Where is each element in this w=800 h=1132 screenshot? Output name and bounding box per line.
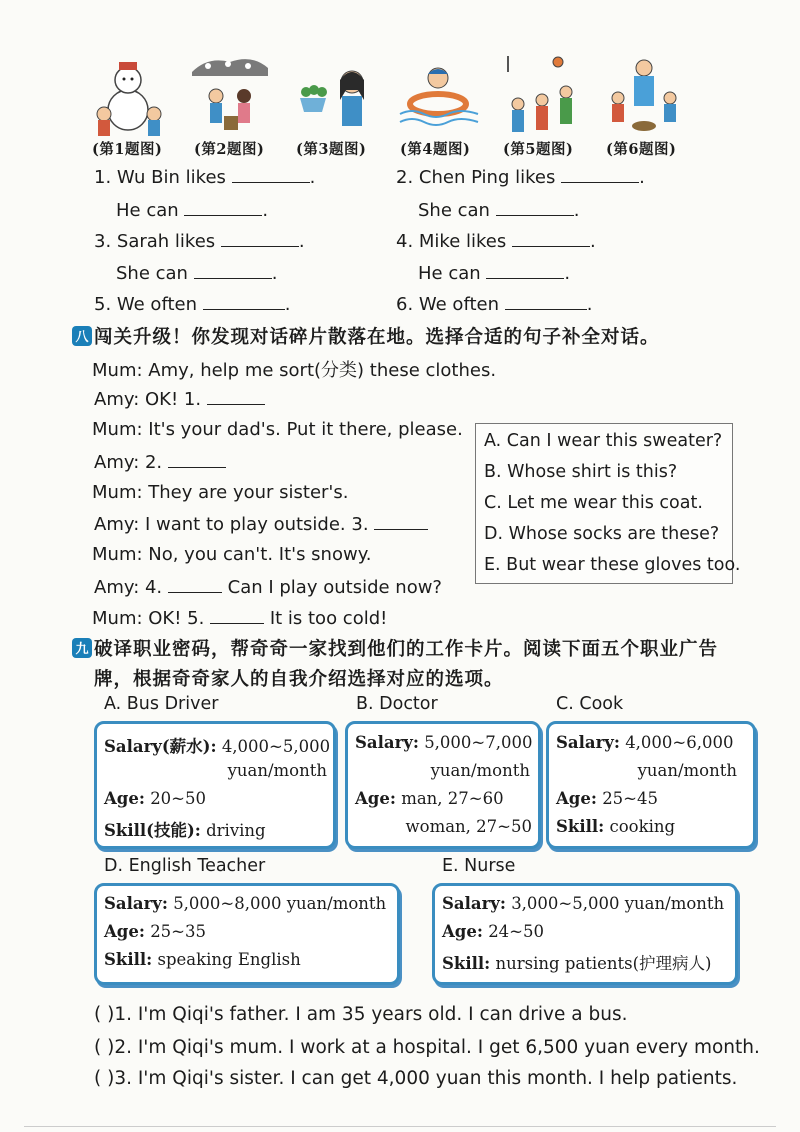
caption-4: (第4题图) — [400, 141, 471, 158]
answer-blank[interactable] — [203, 293, 285, 310]
dialog-line-3: Mum: It's your dad's. Put it there, please. — [92, 419, 463, 440]
answer-blank[interactable] — [210, 607, 264, 624]
fill-q3b: She can . — [116, 263, 278, 284]
fill-q2b: She can . — [418, 200, 580, 221]
job-title-c: C. Cook — [556, 694, 624, 714]
fill-q5: 5. We often . — [94, 294, 291, 315]
job-card-english-teacher: Salary: 5,000~8,000 yuan/month Age: 25~35 Skill: speaking English — [94, 883, 400, 985]
job-title-b: B. Doctor — [356, 694, 438, 714]
job-card-bus-driver: Salary(薪水): 4,000~5,000 yuan/month Age: 20~50 Skill(技能): driving — [94, 721, 336, 849]
dialog-line-6: Amy: I want to play outside. 3. — [94, 513, 428, 535]
caption-3: (第3题图) — [296, 141, 367, 158]
answer-blank[interactable] — [184, 199, 262, 216]
answer-blank[interactable] — [496, 199, 574, 216]
job-title-d: D. English Teacher — [104, 856, 266, 876]
question-3[interactable]: ( )3. I'm Qiqi's sister. I can get 4,000 yuan this month. I help patients. — [94, 1068, 738, 1089]
answer-blank[interactable] — [512, 230, 590, 247]
answer-blank[interactable] — [561, 166, 639, 183]
question-2[interactable]: ( )2. I'm Qiqi's mum. I work at a hospital. I get 6,500 yuan every month. — [94, 1037, 760, 1058]
dialog-line-8: Amy: 4. Can I play outside now? — [94, 577, 442, 598]
section-9-heading-line2: 牌，根据奇奇家人的自我介绍选择对应的选项。 — [94, 669, 504, 690]
caption-1: (第1题图) — [92, 141, 163, 158]
job-title-a: A. Bus Driver — [104, 694, 219, 714]
option-c: C. Let me wear this coat. — [484, 493, 703, 513]
section-9-heading: 九 破译职业密码，帮奇奇一家找到他们的工作卡片。阅读下面五个职业广告 — [72, 635, 718, 661]
answer-blank[interactable] — [486, 262, 564, 279]
section-8-heading: 八 闯关升级！你发现对话碎片散落在地。选择合适的句子补全对话。 — [72, 323, 660, 349]
section-8-badge: 八 — [72, 326, 92, 346]
caption-6: (第6题图) — [606, 141, 677, 158]
options-box — [475, 423, 741, 584]
option-a: A. Can I wear this sweater? — [484, 431, 723, 451]
answer-blank[interactable] — [207, 388, 265, 405]
fill-q1a: 1. Wu Bin likes . — [94, 167, 316, 188]
picture-1-snowman — [92, 52, 164, 138]
fill-q6: 6. We often . — [396, 294, 593, 315]
answer-blank[interactable] — [505, 293, 587, 310]
fill-q1b: He can . — [116, 200, 269, 221]
job-title-e: E. Nurse — [442, 856, 516, 876]
picture-3-girl-flowers — [296, 52, 376, 138]
answer-blank[interactable] — [168, 576, 222, 593]
job-card-doctor: Salary: 5,000~7,000 yuan/month Age: man, 27~60 woman, 27~50 — [345, 721, 541, 849]
answer-blank[interactable] — [168, 451, 226, 468]
answer-blank[interactable] — [221, 230, 299, 247]
job-card-nurse: Salary: 3,000~5,000 yuan/month Age: 24~50 Skill: nursing patients(护理病人) — [432, 883, 738, 985]
option-b: B. Whose shirt is this? — [484, 462, 678, 482]
answer-blank[interactable] — [374, 513, 428, 530]
caption-2: (第2题图) — [194, 141, 265, 158]
picture-5-basketball — [500, 52, 584, 138]
picture-6-family — [602, 52, 686, 138]
section-9-badge: 九 — [72, 638, 92, 658]
dialog-line-2: Amy: OK! 1. — [94, 388, 265, 410]
fill-q2a: 2. Chen Ping likes . — [396, 167, 645, 188]
page-bottom-rule — [24, 1126, 776, 1127]
answer-blank[interactable] — [194, 262, 272, 279]
dialog-line-9: Mum: OK! 5. It is too cold! — [92, 608, 388, 629]
question-1[interactable]: ( )1. I'm Qiqi's father. I am 35 years old. I can drive a bus. — [94, 1004, 628, 1025]
option-d: D. Whose socks are these? — [484, 524, 720, 544]
picture-4-swimming — [398, 52, 480, 138]
dialog-line-1: Mum: Amy, help me sort(分类) these clothes. — [92, 360, 497, 381]
option-e: E. But wear these gloves too. — [484, 555, 741, 575]
job-card-cook: Salary: 4,000~6,000 yuan/month Age: 25~45 Skill: cooking — [546, 721, 756, 849]
answer-blank[interactable] — [232, 166, 310, 183]
dialog-line-7: Mum: No, you can't. It's snowy. — [92, 544, 372, 565]
dialog-line-5: Mum: They are your sister's. — [92, 482, 349, 503]
fill-q4a: 4. Mike likes . — [396, 231, 596, 252]
picture-2-snow-children — [188, 52, 272, 138]
fill-q3a: 3. Sarah likes . — [94, 231, 305, 252]
caption-5: (第5题图) — [503, 141, 574, 158]
fill-q4b: He can . — [418, 263, 571, 284]
dialog-line-4: Amy: 2. — [94, 451, 226, 473]
